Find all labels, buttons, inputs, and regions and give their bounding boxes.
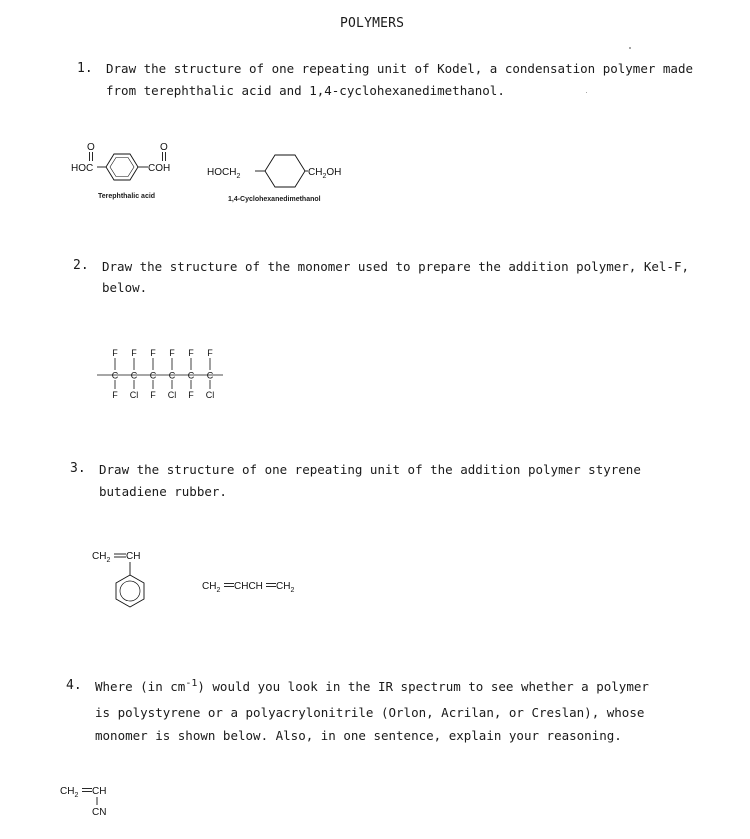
butadiene-ch2-end: CH bbox=[276, 581, 291, 592]
terephthalic-acid-label: Terephthalic acid bbox=[98, 193, 156, 200]
svg-text:CH2 bbox=[60, 786, 78, 799]
terephthalic-left-oxygen: O bbox=[87, 142, 95, 153]
question-3-line-1: Draw the structure of one repeating unit of the addition polymer styrene bbox=[99, 462, 641, 477]
page-title: POLYMERS bbox=[340, 16, 405, 31]
acrylonitrile-subscript: 2 bbox=[74, 792, 79, 799]
kel-f-carbon: C bbox=[187, 370, 195, 381]
butadiene-subscript-1: 2 bbox=[216, 587, 221, 594]
scan-speck bbox=[629, 47, 631, 49]
butadiene-structure bbox=[200, 575, 310, 599]
acrylonitrile-structure bbox=[58, 780, 128, 825]
question-3-number: 3. bbox=[70, 461, 86, 476]
question-4-line-1-a: Where (in cm bbox=[95, 679, 186, 694]
kel-f-top-atom: F bbox=[112, 348, 118, 358]
question-1-line-1: Draw the structure of one repeating unit of Kodel, a condensation polymer made bbox=[106, 61, 693, 76]
kel-f-carbon: C bbox=[130, 370, 138, 381]
kel-f-carbon: C bbox=[206, 370, 214, 381]
svg-text:CH2 bbox=[202, 581, 220, 594]
kel-f-top-atom: F bbox=[207, 348, 213, 358]
chd-right-suffix: OH bbox=[326, 167, 342, 178]
kel-f-top-atom: F bbox=[169, 348, 175, 358]
chd-left-subscript: 2 bbox=[236, 173, 241, 180]
kel-f-carbon: C bbox=[168, 370, 176, 381]
kel-f-bottom-atom: Cl bbox=[167, 390, 177, 400]
question-2-line-1: Draw the structure of the monomer used to prepare the addition polymer, Kel-F, bbox=[102, 259, 689, 274]
kel-f-bottom-atom: F bbox=[150, 390, 156, 400]
kel-f-carbon: C bbox=[149, 370, 157, 381]
styrene-subscript: 2 bbox=[106, 557, 111, 564]
kel-f-structure bbox=[95, 343, 235, 403]
styrene-ch: CH bbox=[92, 551, 107, 562]
styrene-structure bbox=[90, 545, 160, 615]
question-4-line-1 bbox=[95, 676, 649, 698]
question-1-line-2: from terephthalic acid and 1,4-cyclohexanedimethanol. bbox=[106, 83, 505, 98]
kel-f-bottom-atom: F bbox=[112, 390, 118, 400]
acrylonitrile-ch: CH bbox=[60, 786, 75, 797]
scan-speck bbox=[586, 92, 587, 93]
styrene-ch-2: CH bbox=[126, 551, 141, 562]
kel-f-carbon: C bbox=[111, 370, 119, 381]
svg-text:CH2 bbox=[276, 581, 294, 594]
acrylonitrile-cn: CN bbox=[92, 807, 107, 818]
cyclohexanedimethanol-structure bbox=[205, 148, 365, 188]
question-2-number: 2. bbox=[73, 258, 89, 273]
svg-text:CH2 bbox=[92, 551, 110, 564]
chd-right-subscript: 2 bbox=[322, 173, 327, 180]
kel-f-top-atom: F bbox=[150, 348, 156, 358]
butadiene-middle: CHCH bbox=[234, 581, 263, 592]
terephthalic-acid-structure bbox=[68, 138, 198, 200]
question-4-line-2: is polystyrene or a polyacrylonitrile (Orlon, Acrilan, or Creslan), whose bbox=[95, 705, 645, 720]
chd-left-group: HOCH bbox=[207, 167, 237, 178]
terephthalic-right-oxygen: O bbox=[160, 142, 168, 153]
question-4-line-3: monomer is shown below. Also, in one sentence, explain your reasoning. bbox=[95, 728, 622, 743]
question-2-line-2: below. bbox=[102, 280, 148, 295]
cyclohexanedimethanol-label: 1,4-Cyclohexanedimethanol bbox=[228, 196, 321, 203]
svg-text:CH2OH bbox=[308, 167, 341, 180]
acrylonitrile-ch-2: CH bbox=[92, 786, 107, 797]
butadiene-ch2-start: CH bbox=[202, 581, 217, 592]
kel-f-bottom-atom: F bbox=[188, 390, 194, 400]
svg-text:HOCH2 bbox=[207, 167, 240, 180]
terephthalic-left-group: HOC bbox=[71, 163, 94, 174]
kel-f-bottom-atom: Cl bbox=[205, 390, 215, 400]
question-3-line-2: butadiene rubber. bbox=[99, 484, 227, 499]
kel-f-top-atom: F bbox=[188, 348, 194, 358]
butadiene-subscript-2: 2 bbox=[290, 587, 295, 594]
question-1-number: 1. bbox=[77, 61, 93, 76]
terephthalic-right-group: COH bbox=[148, 163, 171, 174]
question-4-line-1-b: ) would you look in the IR spectrum to see whether a polymer bbox=[197, 679, 649, 694]
question-4-superscript: -1 bbox=[185, 677, 198, 689]
kel-f-bottom-atom: Cl bbox=[129, 390, 139, 400]
kel-f-top-atom: F bbox=[131, 348, 137, 358]
chd-right-group: CH bbox=[308, 167, 323, 178]
question-4-number: 4. bbox=[66, 678, 82, 693]
